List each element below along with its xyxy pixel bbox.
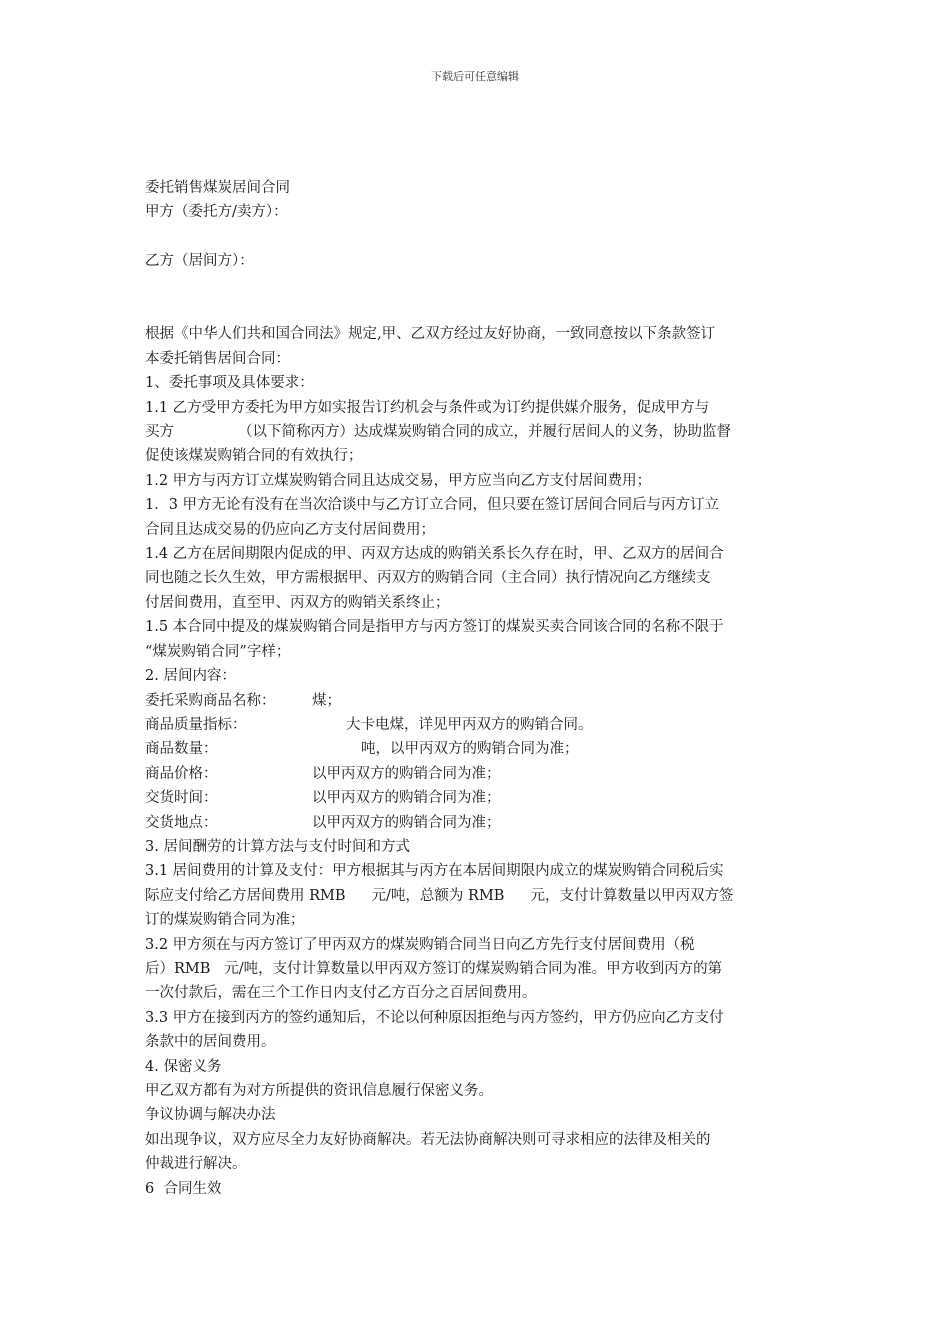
section-5-line-2: 仲裁进行解决。 (145, 1156, 247, 1173)
intro-line-2: 本委托销售居间合同： (145, 350, 290, 367)
field-value: 以甲丙双方的购销合同为准； (312, 765, 501, 782)
buyer-label: 买方 (145, 424, 174, 441)
section-5-title: 争议协调与解决办法 (145, 1107, 276, 1124)
field-value: 以甲丙双方的购销合同为准； (312, 814, 501, 831)
clause-3-1-line-1: 3.1 居间费用的计算及支付：甲方根据其与丙方在本居间期限内成立的煤炭购销合同税后实 (145, 863, 724, 880)
intro-line-1: 根据《中华人们共和国合同法》规定,甲、乙双方经过友好协商，一致同意按以下条款签订 (145, 326, 716, 343)
clause-3-2-line-2: 后）RMB 元/吨，支付计算数量以甲丙双方签订的煤炭购销合同为准。甲方收到丙方的第 (145, 960, 723, 977)
clause-1-4-line-3: 付居间费用，直至甲、丙双方的购销关系终止； (145, 594, 450, 611)
field-price (145, 762, 810, 786)
clause-1-1-line-3: 促使该煤炭购销合同的有效执行； (145, 448, 363, 465)
clause-3-2-line-3: 一次付款后，需在三个工作日内支付乙方百分之百居间费用。 (145, 985, 537, 1002)
field-label: 商品价格： (145, 765, 218, 782)
field-value: 以甲丙双方的购销合同为准； (312, 790, 501, 807)
clause-3-1-rest: 元，支付计算数量以甲丙双方签 (530, 887, 734, 904)
field-label: 商品质量指标： (145, 716, 247, 733)
clause-1-2: 1.2 甲方与丙方订立煤炭购销合同且达成交易，甲方应当向乙方支付居间费用； (145, 472, 652, 489)
clause-3-1-line-3: 订的煤炭购销合同为准； (145, 912, 305, 929)
clause-1-4-line-1: 1.4 乙方在居间期限内促成的甲、丙双方达成的购销关系长久存在时，甲、乙双方的居间合 (145, 546, 724, 563)
clause-1-5-line-2: “煤炭购销合同”字样； (145, 643, 291, 660)
section-3-title: 3. 居间酬劳的计算方法与支付时间和方式 (145, 838, 410, 855)
clause-1-4-line-2: 同也随之长久生效，甲方需根据甲、丙双方的购销合同（主合同）执行情况向乙方继续支 (145, 570, 711, 587)
section-2-title: 2. 居间内容： (145, 668, 236, 685)
contract-body (145, 176, 810, 1201)
party-b-label: 乙方（居间方）： (145, 253, 254, 270)
field-value: 煤； (312, 692, 341, 709)
page-header: 下载后可任意编辑 (431, 70, 519, 83)
clause-3-1-rmb-b: 元/吨，总额为 RMB (371, 887, 505, 904)
section-5-line-1: 如出现争议，双方应尽全力友好协商解决。若无法协商解决则可寻求相应的法律及相关的 (145, 1131, 711, 1148)
section-4-body: 甲乙双方都有为对方所提供的资讯信息履行保密义务。 (145, 1083, 493, 1099)
field-value: 大卡电煤，详见甲丙双方的购销合同。 (346, 716, 593, 733)
field-delivery-place (145, 811, 810, 835)
section-4-title: 4. 保密义务 (145, 1058, 222, 1075)
clause-3-1-line-2 (145, 884, 810, 908)
clause-1-3-line-1: 1．3 甲方无论有没有在当次洽谈中与乙方订立合同，但只要在签订居间合同后与丙方订立 (145, 497, 720, 514)
section-6-title: 6 合同生效 (145, 1180, 222, 1197)
clause-1-1-line-1: 1.1 乙方受甲方委托为甲方如实报告订约机会与条件或为订约提供媒介服务，促成甲方与 (145, 399, 710, 416)
clause-3-2-line-1: 3.2 甲方须在与丙方签订了甲丙双方的煤炭购销合同当日向乙方先行支付居间费用（税 (145, 936, 695, 953)
field-product-name (145, 689, 810, 713)
clause-1-3-line-2: 合同且达成交易的仍应向乙方支付居间费用； (145, 521, 435, 538)
field-delivery-time (145, 786, 810, 810)
contract-title: 委托销售煤炭居间合同 (145, 180, 290, 196)
section-1-title: 1、委托事项及具体要求： (145, 375, 314, 392)
clause-3-3-line-1: 3.3 甲方在接到丙方的签约通知后，不论以何种原因拒绝与丙方签约，甲方仍应向乙方支付 (145, 1009, 724, 1026)
field-quantity (145, 737, 810, 761)
field-label: 委托采购商品名称： (145, 692, 276, 709)
clause-1-1-line-2-text: （以下简称丙方）达成煤炭购销合同的成立，并履行居间人的义务，协助监督 (238, 424, 731, 441)
clause-3-1-rmb-a: 际应支付给乙方居间费用 RMB (145, 887, 346, 904)
field-label: 商品数量： (145, 741, 218, 758)
field-label: 交货地点： (145, 814, 218, 831)
field-label: 交货时间： (145, 790, 218, 807)
party-a-label: 甲方（委托方/卖方）： (145, 204, 288, 221)
clause-3-3-line-2: 条款中的居间费用。 (145, 1034, 276, 1051)
clause-1-5-line-1: 1.5 本合同中提及的煤炭购销合同是指甲方与丙方签订的煤炭买卖合同该合同的名称不限于 (145, 619, 724, 636)
field-value: 吨，以甲丙双方的购销合同为准； (361, 741, 579, 758)
clause-1-1-line-2 (145, 420, 810, 444)
field-quality (145, 713, 810, 737)
